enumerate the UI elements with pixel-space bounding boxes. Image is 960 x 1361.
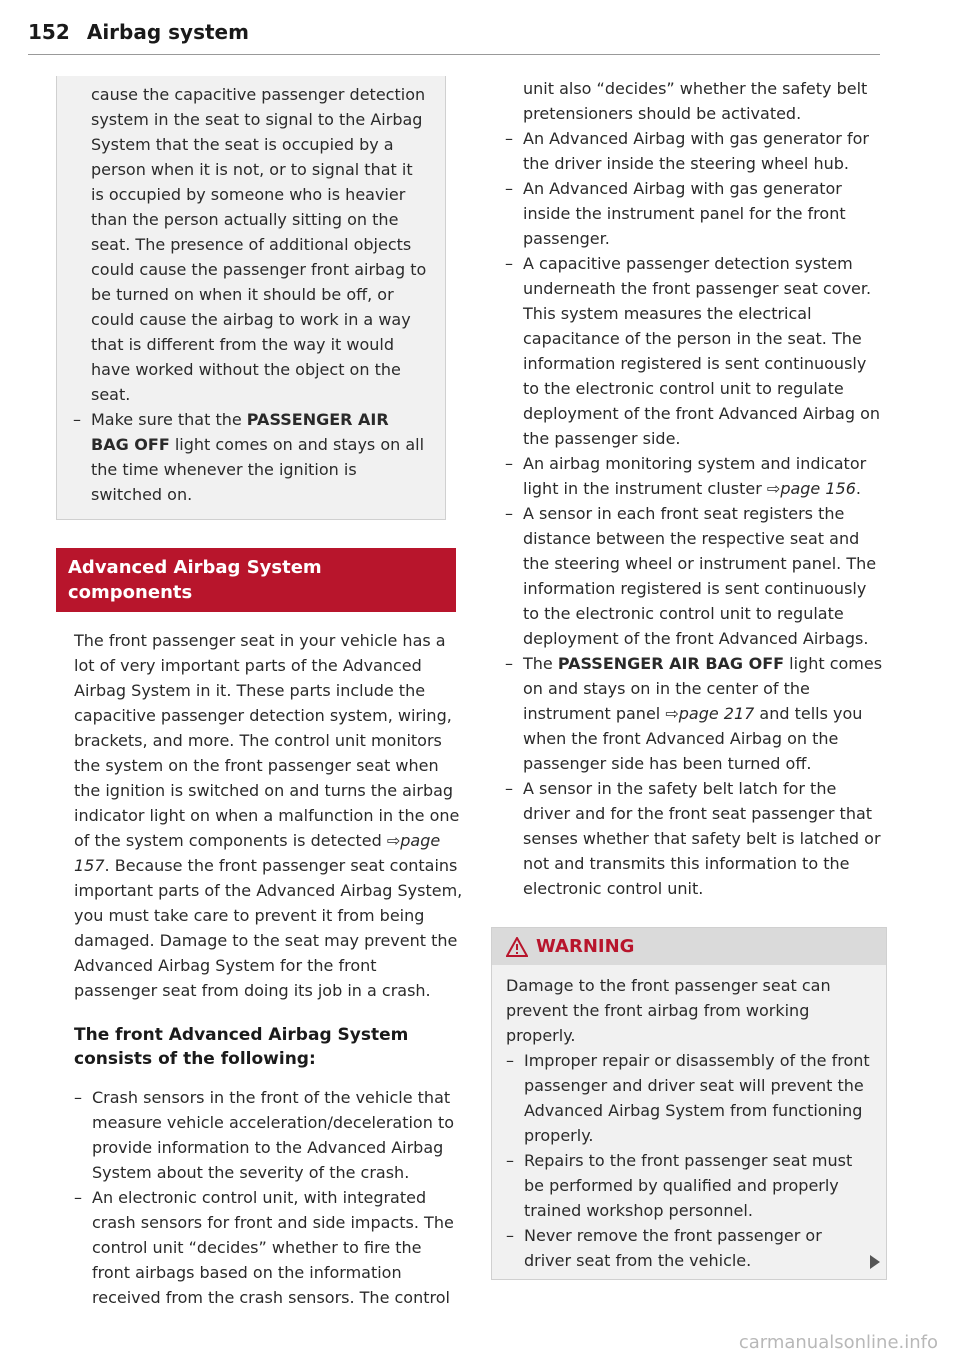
list-item: – An Advanced Airbag with gas generator inside the instrument panel for the front passenger. [505, 176, 885, 251]
reference-arrow-icon: ⇨ [386, 831, 401, 850]
reference-arrow-icon: ⇨ [665, 704, 679, 723]
components-subheading: The front Advanced Airbag System consists of the following: [74, 1025, 409, 1069]
warning-intro: Damage to the front passenger seat can prevent the front airbag from working properly. [506, 976, 831, 1045]
page-reference-text: page 157 [74, 831, 441, 875]
section-title: Airbag system [86, 20, 249, 44]
body-paragraph [74, 628, 464, 1003]
components-list [74, 1085, 464, 1310]
page-reference-text: page 217 [678, 704, 755, 723]
section-heading-band: Advanced Airbag System components [56, 548, 456, 612]
note-paragraph: cause the capacitive passenger detection system in the seat to signal to the Airbag System that the seat is occupied by a person when it is not, or to signal that it is occupied by someone who is heavier than the person actually sitting on the seat. The presence of additional objects could cause the passenger front airbag to be turned on when it should be off, or could cause the airbag to work in a way that is different from the way it would have worked without the object on the seat. [91, 85, 427, 404]
list-item: – A capacitive passenger detection system underneath the front passenger seat cover. This system measures the electrical capacitance of the person in the seat. The information registered is sent continuously to the electronic control unit to regulate deployment of the front Advanced Airbag on the passenger side. [505, 251, 885, 451]
page-reference-link[interactable] [665, 704, 754, 723]
note-list [73, 407, 429, 507]
page-number: 152 [28, 20, 70, 44]
reference-arrow-icon: ⇨ [766, 479, 781, 498]
list-item: – A sensor in each front seat registers the distance between the respective seat and the steering wheel or instrument panel. The information registered is sent continuously to the electronic control unit to regulate deployment of the front Advanced Airbags. [505, 501, 885, 651]
note-item-text: Make sure that the [91, 410, 247, 429]
components-list-continued [505, 126, 885, 901]
page-header [28, 20, 880, 54]
list-item [505, 451, 885, 501]
continue-arrow-icon [870, 1255, 880, 1269]
list-item: – A sensor in the safety belt latch for the driver and for the front seat passenger that senses whether that safety belt is latched or not and transmits this information to the electronic control unit. [505, 776, 885, 901]
warning-list-item: – Repairs to the front passenger seat must be performed by qualified and properly trained workshop personnel. [506, 1148, 872, 1223]
item-text-mid: light comes on and stays on in the center of the instrument panel [523, 654, 883, 723]
note-item-text-end: light comes on and stays on all the time whenever the ignition is switched on. [91, 435, 425, 504]
note-box [56, 76, 446, 520]
item-text: The [523, 654, 558, 673]
warning-title: WARNING [536, 936, 635, 957]
page-reference-text: page 156 [780, 479, 856, 498]
passenger-airbag-off-label: PASSENGER AIR BAG OFF [91, 410, 389, 454]
note-list-item [73, 407, 429, 507]
body-text-end: . Because the front passenger seat contains important parts of the Advanced Airbag System, you must take care to prevent it from being damaged. Damage to the seat may prevent the Advanced Airbag System for the front passenger seat from doing its job in a crash. [74, 856, 463, 1000]
warning-list [506, 1048, 872, 1273]
page-reference-link[interactable] [767, 479, 856, 498]
list-item: – Crash sensors in the front of the vehicle that measure vehicle acceleration/deceleration to provide information to the Advanced Airbag System about the severity of the crash. [74, 1085, 464, 1185]
item-text-end: and tells you when the front Advanced Airbag on the passenger side has been turned off. [523, 704, 863, 773]
warning-list-item: – Improper repair or disassembly of the front passenger and driver seat will prevent the Advanced Airbag System from functioning properly. [506, 1048, 872, 1148]
item-text-end: . [855, 479, 861, 498]
right-column [505, 76, 885, 1280]
continuation-text: unit also “decides” whether the safety belt pretensioners should be activated. [523, 79, 868, 123]
watermark: carmanualsonline.info [738, 1332, 938, 1353]
passenger-airbag-off-label: PASSENGER AIR BAG OFF [557, 654, 785, 673]
warning-header [492, 928, 886, 965]
list-item: – An Advanced Airbag with gas generator for the driver inside the steering wheel hub. [505, 126, 885, 176]
warning-body [492, 965, 886, 1279]
warning-box [491, 927, 887, 1280]
warning-triangle-icon [506, 937, 528, 957]
warning-list-item: – Never remove the front passenger or driver seat from the vehicle. [506, 1223, 872, 1273]
list-item [505, 651, 885, 776]
list-item: – An electronic control unit, with integrated crash sensors for front and side impacts. The control unit “decides” whether to fire the front airbags based on the information received from the crash sensors. The control [74, 1185, 464, 1310]
item-text: An airbag monitoring system and indicator light in the instrument cluster [523, 454, 867, 498]
header-divider [28, 54, 880, 55]
body-text: The front passenger seat in your vehicle has a lot of very important parts of the Advanced Airbag System in it. These parts include the capacitive passenger detection system, wiring, brackets, and more. The control unit monitors the system on the front passenger seat when the ignition is switched on and turns the airbag indicator light on when a malfunction in the one of the system components is detected [74, 631, 460, 850]
left-column [68, 76, 464, 1310]
